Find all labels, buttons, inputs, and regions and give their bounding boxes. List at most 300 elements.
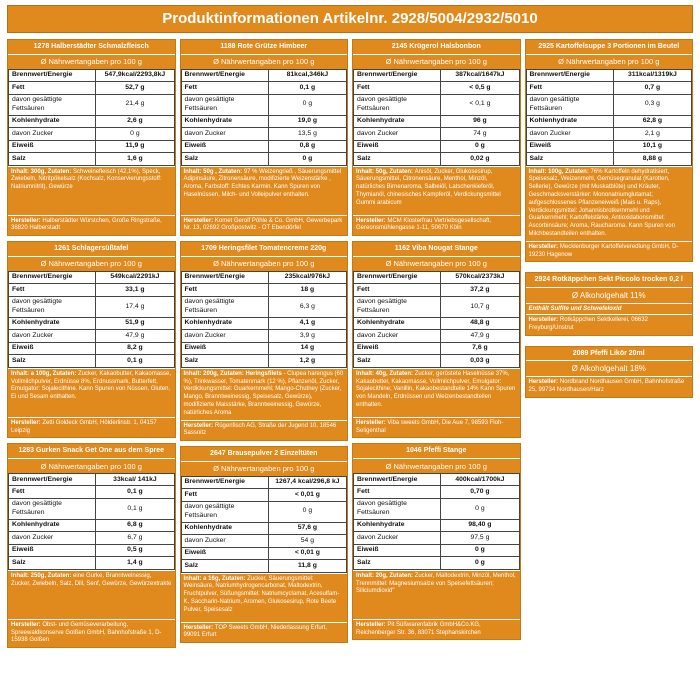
product-card — [180, 241, 349, 441]
ingredients-label: Inhalt: 50g, Zutaten: — [356, 168, 415, 175]
manufacturer-label: Hersteller: — [528, 379, 560, 386]
nutrient-label: Fett — [354, 82, 441, 94]
nutrient-label: Salz — [354, 355, 441, 367]
nutrient-value: 311kcal/1319kJ — [613, 69, 691, 81]
nutrition-row — [526, 115, 692, 127]
alcohol-content-header: Ø Alkoholgehalt 18% — [526, 360, 693, 376]
nutrient-label: davon Zucker — [9, 128, 96, 140]
nutrient-label: davon gesättigte Fettsäuren — [181, 94, 268, 115]
nutrition-table — [353, 473, 520, 570]
nutrition-table — [353, 69, 520, 166]
nutrient-label: davon gesättigte Fettsäuren — [9, 498, 96, 519]
nutrition-per-100g-header: Ø Nährwertangaben pro 100 g — [181, 461, 348, 476]
nutrient-label: Brennwert/Energie — [181, 476, 268, 488]
nutrient-label: Brennwert/Energie — [9, 474, 96, 486]
manufacturer-text: Hersteller: Komet Gerolf Pöhle & Co. GmbH, Gewerbepark Nr. 13, 02692 Großpostwitz - OT Ebendörfel — [181, 215, 348, 236]
product-card-title: 2647 Brausepulver 2 Einzeltüten — [181, 447, 348, 461]
nutrient-value: 54 g — [268, 535, 346, 547]
ingredients-text: Inhalt: 20g, Zutaten: Zucker, Maltodextrin, Minzöl, Menthol, Trennmittel: Magnesiumsalze von Speisefettsäuren; Siliciumdioxid" — [353, 570, 520, 619]
nutrition-row — [354, 115, 520, 127]
nutrition-row — [354, 153, 520, 165]
nutrient-value: 0,5 g — [96, 544, 174, 556]
product-card — [525, 272, 694, 335]
nutrient-value: 57,6 g — [268, 522, 346, 534]
nutrient-value: 0 g — [441, 557, 519, 569]
nutrition-row — [9, 544, 175, 556]
nutrition-row — [181, 522, 347, 534]
nutrition-row — [9, 557, 175, 569]
nutrient-value: 1,4 g — [96, 557, 174, 569]
nutrient-value: 387kcal/1647kJ — [441, 69, 519, 81]
nutrition-row — [9, 498, 175, 519]
product-card-title: 2089 Pfeffi Likör 20ml — [526, 347, 693, 361]
nutrition-table — [8, 69, 175, 166]
nutrition-row — [354, 69, 520, 81]
nutrition-table — [181, 271, 348, 368]
nutrient-label: davon Zucker — [9, 532, 96, 544]
product-card — [352, 39, 521, 236]
nutrition-row — [354, 486, 520, 498]
nutrition-row — [181, 296, 347, 317]
nutrition-row — [181, 271, 347, 283]
nutrient-value: 0 g — [268, 501, 346, 522]
manufacturer-label: Hersteller: — [183, 624, 215, 631]
nutrient-label: Salz — [9, 557, 96, 569]
nutrient-label: Eiweiß — [9, 544, 96, 556]
nutrient-value: 6,7 g — [96, 532, 174, 544]
card-column-3 — [352, 39, 521, 653]
nutrient-value: 0,70 g — [441, 486, 519, 498]
nutrient-label: Kohlenhydrate — [9, 115, 96, 127]
nutrient-value: 1267,4 kcal/296,8 kJ — [268, 476, 346, 488]
nutrient-label: davon gesättigte Fettsäuren — [9, 296, 96, 317]
nutrient-value: 547,9kcal/2293,8kJ — [96, 69, 174, 81]
nutrition-row — [9, 140, 175, 152]
nutrition-row — [354, 330, 520, 342]
nutrient-value: 0,7 g — [613, 82, 691, 94]
nutrient-value: < 0,01 g — [268, 489, 346, 501]
nutrient-value: 0 g — [441, 544, 519, 556]
manufacturer-text: Hersteller: Viba sweets GmbH, Die Aue 7, 98593 Floh-Seligenthal — [353, 417, 520, 438]
nutrient-value: 37,2 g — [441, 284, 519, 296]
nutrient-value: 52,7 g — [96, 82, 174, 94]
nutrient-value: 11,8 g — [268, 560, 346, 572]
nutrient-value: 2,1 g — [613, 128, 691, 140]
product-card — [180, 39, 349, 236]
nutrient-value: 0,1 g — [96, 486, 174, 498]
ingredients-text: Inhalt: a 16g, Zutaten: Zucker, Säuerungsmittel: Weinsäure, Natriumhydrogencarbonat, Maltodextrin, Fruchtpulver, Süßungsmittel: Natriumcyclamat, Acesulfam-K, Saccharin-Natrium, Aromen, Glukosesirup, Rote Beete Pulver, Speisesalz — [181, 573, 348, 622]
nutrient-label: Kohlenhydrate — [9, 519, 96, 531]
nutrition-row — [526, 69, 692, 81]
product-card — [352, 443, 521, 640]
nutrition-per-100g-header: Ø Nährwertangaben pro 100 g — [181, 54, 348, 69]
nutrition-row — [181, 82, 347, 94]
product-card — [7, 443, 176, 648]
product-card — [352, 241, 521, 438]
nutrient-value: 11,9 g — [96, 140, 174, 152]
nutrient-label: Fett — [354, 486, 441, 498]
nutrient-label: Brennwert/Energie — [354, 474, 441, 486]
product-card — [525, 39, 694, 262]
nutrition-per-100g-header: Ø Nährwertangaben pro 100 g — [353, 54, 520, 69]
nutrient-value: 6,8 g — [96, 519, 174, 531]
nutrient-label: davon gesättigte Fettsäuren — [9, 94, 96, 115]
nutrient-value: 21,4 g — [96, 94, 174, 115]
nutrition-table — [181, 69, 348, 166]
nutrient-label: Fett — [181, 82, 268, 94]
manufacturer-text: Hersteller: Mecklenburger Kartoffelveredlung GmbH, D-19230 Hagenow — [526, 241, 693, 262]
nutrition-row — [9, 115, 175, 127]
nutrition-row — [181, 342, 347, 354]
ingredients-text: Inhalt: 40g, Zutaten: Zucker, geröstete Haselnüsse 37%, Kakaobutter, Kakaomasse, Vollmilchpulver, Emulgator: Sojalecithine; Vanillin, Kakaobestandteile 14% Kann Spuren von Mandeln, Erdnüssen und Weizenbestandteilen enthalten. — [353, 368, 520, 417]
product-card-title: 1709 Heringsfilet Tomatencreme 220g — [181, 242, 348, 256]
nutrient-label: Fett — [9, 486, 96, 498]
nutrition-row — [354, 128, 520, 140]
nutrient-value: 96 g — [441, 115, 519, 127]
nutrient-label: Salz — [526, 153, 613, 165]
nutrient-label: davon Zucker — [181, 535, 268, 547]
nutrient-label: Salz — [181, 153, 268, 165]
nutrient-value: 33kcal/ 141kJ — [96, 474, 174, 486]
nutrient-label: Eiweiß — [354, 140, 441, 152]
nutrient-label: Kohlenhydrate — [526, 115, 613, 127]
card-column-2 — [180, 39, 349, 653]
nutrient-label: Salz — [354, 557, 441, 569]
product-card — [525, 346, 694, 398]
nutrition-row — [526, 140, 692, 152]
manufacturer-text: Hersteller: Zetti Goldeck GmbH, Hölderlinstr. 1, 04157 Leipzig — [8, 417, 175, 438]
nutrient-value: 0,1 g — [96, 498, 174, 519]
nutrition-row — [181, 115, 347, 127]
nutrition-per-100g-header: Ø Nährwertangaben pro 100 g — [8, 256, 175, 271]
nutrition-row — [354, 296, 520, 317]
manufacturer-text: Hersteller: Halberstädter Würstchen, Große Ringstraße, 38820 Halberstadt — [8, 215, 175, 236]
nutrient-label: Salz — [181, 355, 268, 367]
ingredients-label: Inhalt: 20g, Zutaten: — [356, 572, 415, 579]
nutrient-value: 2,6 g — [96, 115, 174, 127]
nutrition-table — [8, 473, 175, 570]
nutrition-row — [181, 330, 347, 342]
nutrient-value: 98,40 g — [441, 519, 519, 531]
nutrition-row — [181, 69, 347, 81]
nutrition-row — [9, 69, 175, 81]
nutrient-label: davon Zucker — [181, 330, 268, 342]
nutrition-row — [181, 128, 347, 140]
nutrition-row — [526, 94, 692, 115]
nutrition-row — [9, 486, 175, 498]
nutrition-row — [181, 284, 347, 296]
nutrient-label: Kohlenhydrate — [9, 317, 96, 329]
nutrient-label: Eiweiß — [181, 140, 268, 152]
nutrient-value: < 0,01 g — [268, 547, 346, 559]
nutrition-row — [181, 140, 347, 152]
nutrient-value: 0,1 g — [268, 82, 346, 94]
nutrient-value: 8,2 g — [96, 342, 174, 354]
nutrient-label: davon gesättigte Fettsäuren — [354, 94, 441, 115]
nutrition-row — [354, 355, 520, 367]
nutrient-label: davon gesättigte Fettsäuren — [181, 296, 268, 317]
nutrient-label: Fett — [181, 284, 268, 296]
nutrient-value: 7,6 g — [441, 342, 519, 354]
nutrition-row — [354, 271, 520, 283]
nutrition-row — [9, 94, 175, 115]
nutrition-table — [526, 69, 693, 166]
nutrient-label: davon gesättigte Fettsäuren — [526, 94, 613, 115]
nutrient-value: 0,02 g — [441, 153, 519, 165]
nutrition-row — [354, 317, 520, 329]
manufacturer-label: Hersteller: — [356, 621, 388, 628]
nutrition-row — [354, 94, 520, 115]
nutrient-label: Kohlenhydrate — [354, 115, 441, 127]
nutrient-value: 0,1 g — [96, 355, 174, 367]
nutrition-row — [9, 474, 175, 486]
nutrition-table — [181, 476, 348, 573]
nutrient-value: 235kcal/976kJ — [268, 271, 346, 283]
nutrition-row — [9, 355, 175, 367]
nutrient-value: 3,9 g — [268, 330, 346, 342]
nutrition-row — [354, 544, 520, 556]
manufacturer-text: Hersteller: Rügenfisch AG, Straße der Jugend 10, 18546 Sassnitz — [181, 420, 348, 441]
nutrition-row — [526, 128, 692, 140]
nutrient-label: Fett — [9, 82, 96, 94]
manufacturer-label: Hersteller: — [11, 217, 43, 224]
product-card-title: 1046 Pfeffi Stange — [353, 444, 520, 458]
nutrition-row — [354, 140, 520, 152]
manufacturer-label: Hersteller: — [356, 217, 388, 224]
ingredients-text: Inhalt: 100g, Zutaten: 76% Kartoffeln dehydratisiert, Speisesalz, Weizenmehl, Gemüsegranulat (Karotten, Sellerie), Gewürze (mit Muskatblüte) und Kräuter, Geschmacksverstärker: Mononatriumglutamat; aufgeschlossenes Pflanzeneiweiß (Mais u. Raps), Verdickungsmittel: Johannisbrotkernmehl und Guarkernmehl; Kartoffelstärke, Antioxidationsmittel: Ascorbinsäure; Aroma, Raucharoma. Kann Spuren von Milchbestandteilen enthalten. — [526, 166, 693, 241]
nutrient-label: Fett — [181, 489, 268, 501]
nutrient-value: 549kcal/2291kJ — [96, 271, 174, 283]
nutrient-label: Kohlenhydrate — [181, 317, 268, 329]
nutrition-per-100g-header: Ø Nährwertangaben pro 100 g — [181, 256, 348, 271]
nutrition-table — [353, 271, 520, 368]
ingredients-label: Inhalt: 250g, Zutaten: — [11, 572, 74, 579]
nutrition-per-100g-header: Ø Nährwertangaben pro 100 g — [526, 54, 693, 69]
nutrition-row — [354, 474, 520, 486]
nutrient-value: < 0,1 g — [441, 94, 519, 115]
nutrition-per-100g-header: Ø Nährwertangaben pro 100 g — [353, 458, 520, 473]
nutrient-value: 47,9 g — [96, 330, 174, 342]
nutrition-row — [9, 317, 175, 329]
ingredients-text: Inhalt: 300g, Zutaten: Schweinefleisch (42,1%), Speck, Zwiebeln, Nitritpökelsalz (Kochsalz, Konservierungsstoff: Natriumnitrit), Gewürze — [8, 166, 175, 215]
nutrient-value: 19,0 g — [268, 115, 346, 127]
nutrient-label: davon gesättigte Fettsäuren — [354, 498, 441, 519]
nutrition-row — [9, 532, 175, 544]
ingredients-text: Inhalt: 50g , Zutaten: 97 % Weizengrieß , Säuerungsmittel Adipinsäure, Zitronensäure, modifizierte Weizenstärke , Aroma, Farbstoff: Echtes Karmin. Kann Spuren von Haselnüssen, Milch- und Volleipulver enthalten. — [181, 166, 348, 215]
nutrient-value: 6,3 g — [268, 296, 346, 317]
product-card — [7, 39, 176, 236]
nutrition-row — [9, 519, 175, 531]
alcohol-content-header: Ø Alkoholgehalt 11% — [526, 287, 693, 303]
nutrition-row — [9, 271, 175, 283]
nutrient-label: davon Zucker — [354, 532, 441, 544]
nutrient-label: davon Zucker — [354, 330, 441, 342]
manufacturer-label: Hersteller: — [528, 317, 560, 324]
nutrient-label: Salz — [9, 153, 96, 165]
card-column-4 — [525, 39, 694, 653]
nutrient-value: 0 g — [268, 94, 346, 115]
nutrition-row — [9, 284, 175, 296]
page-title: Produktinformationen Artikelnr. 2928/5004/2932/5010 — [7, 5, 693, 33]
nutrition-row — [181, 535, 347, 547]
nutrient-label: Eiweiß — [9, 140, 96, 152]
nutrient-value: 0 g — [96, 128, 174, 140]
nutrition-row — [181, 153, 347, 165]
nutrient-label: Brennwert/Energie — [181, 69, 268, 81]
nutrient-value: 4,1 g — [268, 317, 346, 329]
nutrition-row — [354, 284, 520, 296]
nutrition-row — [526, 82, 692, 94]
nutrient-label: Kohlenhydrate — [181, 115, 268, 127]
manufacturer-text: Hersteller: MCM Klosterfrau Vertriebsgesellschaft, Gereonsmühlengasse 1-11, 50670 Köln — [353, 215, 520, 236]
nutrition-row — [9, 296, 175, 317]
nutrient-label: Eiweiß — [9, 342, 96, 354]
nutrient-value: 0,03 g — [441, 355, 519, 367]
manufacturer-label: Hersteller: — [183, 422, 215, 429]
nutrient-label: Eiweiß — [354, 342, 441, 354]
product-card-title: 2925 Kartoffelsuppe 3 Portionen im Beutel — [526, 40, 693, 54]
ingredients-text: Inhalt: a 100g, Zutaten: Zucker, Kakaobutter, Kakaomasse, Vollmilchpulver, Erdnüsse 8%, Erdnussmark, Butterfett, Emulgator: Sojalecithine. Kann Spuren von Nüssen, Gluten, Ei und Sesam enthalten. — [8, 368, 175, 417]
ingredients-label: Inhalt: 300g, Zutaten: — [11, 168, 74, 175]
nutrition-row — [181, 547, 347, 559]
card-column-1 — [7, 39, 176, 653]
nutrient-value: 1,6 g — [96, 153, 174, 165]
manufacturer-text: Hersteller: Nordbrand Nordhausen GmbH, Bahnhofstraße 25, 99734 Nordhausen/Harz — [526, 376, 693, 397]
nutrition-per-100g-header: Ø Nährwertangaben pro 100 g — [8, 54, 175, 69]
nutrient-value: 570kcal/2373kJ — [441, 271, 519, 283]
nutrition-row — [354, 557, 520, 569]
nutrition-row — [181, 476, 347, 488]
nutrient-value: 48,8 g — [441, 317, 519, 329]
ingredients-label: Inhalt: 200g, Zutaten: Heringsfilets — [183, 370, 284, 377]
nutrition-per-100g-header: Ø Nährwertangaben pro 100 g — [353, 256, 520, 271]
nutrient-label: Eiweiß — [181, 547, 268, 559]
nutrient-value: 0 g — [441, 140, 519, 152]
nutrition-row — [526, 153, 692, 165]
nutrition-row — [354, 342, 520, 354]
nutrient-label: Brennwert/Energie — [9, 271, 96, 283]
ingredients-label: Inhalt: 40g, Zutaten: — [356, 370, 415, 377]
manufacturer-label: Hersteller: — [183, 217, 215, 224]
nutrient-label: Eiweiß — [526, 140, 613, 152]
nutrition-row — [9, 342, 175, 354]
manufacturer-text: Hersteller: Obst- und Gemüseverarbeitung, Spreewaldkonserve Golßen GmbH, Bahnhofstraße 1, D-15938 Golßen — [8, 619, 175, 647]
nutrient-label: Brennwert/Energie — [181, 271, 268, 283]
nutrient-value: 0 g — [441, 498, 519, 519]
nutrition-row — [354, 519, 520, 531]
nutrient-label: Salz — [181, 560, 268, 572]
nutrient-value: 10,1 g — [613, 140, 691, 152]
manufacturer-label: Hersteller: — [528, 243, 560, 250]
nutrient-label: Salz — [9, 355, 96, 367]
nutrient-label: Fett — [354, 284, 441, 296]
nutrient-value: 8,88 g — [613, 153, 691, 165]
nutrient-label: Salz — [354, 153, 441, 165]
nutrition-row — [9, 82, 175, 94]
nutrient-label: Kohlenhydrate — [354, 317, 441, 329]
manufacturer-label: Hersteller: — [356, 419, 388, 426]
product-card-title: 1261 Schlagersüßtafel — [8, 242, 175, 256]
nutrient-value: 13,5 g — [268, 128, 346, 140]
nutrient-value: 10,7 g — [441, 296, 519, 317]
nutrient-label: davon gesättigte Fettsäuren — [354, 296, 441, 317]
nutrient-label: davon Zucker — [181, 128, 268, 140]
manufacturer-text: Hersteller: Rotkäppchen Sektkellerei, 06632 Freyburg/Unstrut — [526, 314, 693, 335]
nutrient-label: Fett — [526, 82, 613, 94]
nutrient-label: davon Zucker — [354, 128, 441, 140]
manufacturer-label: Hersteller: — [11, 621, 43, 628]
nutrient-value: 81kcal,346kJ — [268, 69, 346, 81]
nutrient-label: davon gesättigte Fettsäuren — [181, 501, 268, 522]
nutrient-value: 0,8 g — [268, 140, 346, 152]
nutrient-label: davon Zucker — [9, 330, 96, 342]
nutrition-row — [181, 317, 347, 329]
nutrition-row — [9, 153, 175, 165]
allergen-note: Enthält Sulfite und Schwefeloxid — [526, 303, 693, 314]
nutrient-value: 51,9 g — [96, 317, 174, 329]
nutrient-value: 0,3 g — [613, 94, 691, 115]
nutrient-label: Eiweiß — [354, 544, 441, 556]
nutrition-row — [354, 82, 520, 94]
nutrition-row — [181, 489, 347, 501]
nutrition-row — [181, 355, 347, 367]
nutrient-label: Brennwert/Energie — [526, 69, 613, 81]
ingredients-label: Inhalt: 100g, Zutaten: — [528, 168, 591, 175]
nutrient-label: Brennwert/Energie — [9, 69, 96, 81]
nutrient-value: 400kcal/1700kJ — [441, 474, 519, 486]
ingredients-text: Inhalt: 250g, Zutaten: eine Gurke, Branntweinessig, Zucker, Zwiebeln, Salz, Dill, Senf, Gewürze, Gewürzextrakte — [8, 570, 175, 619]
nutrient-value: 14 g — [268, 342, 346, 354]
nutrition-per-100g-header: Ø Nährwertangaben pro 100 g — [8, 458, 175, 473]
manufacturer-label: Hersteller: — [11, 419, 43, 426]
product-card-title: 1278 Halberstädter Schmalzfleisch — [8, 40, 175, 54]
nutrition-row — [354, 498, 520, 519]
nutrition-row — [181, 560, 347, 572]
nutrient-label: davon Zucker — [526, 128, 613, 140]
nutrient-value: 74 g — [441, 128, 519, 140]
nutrient-label: Eiweiß — [181, 342, 268, 354]
nutrient-value: 17,4 g — [96, 296, 174, 317]
ingredients-label: Inhalt: a 16g, Zutaten: — [183, 575, 248, 582]
nutrient-label: Kohlenhydrate — [354, 519, 441, 531]
nutrient-value: 47,9 g — [441, 330, 519, 342]
nutrient-value: 0 g — [268, 153, 346, 165]
nutrient-value: < 0,5 g — [441, 82, 519, 94]
nutrient-value: 18 g — [268, 284, 346, 296]
nutrient-label: Kohlenhydrate — [181, 522, 268, 534]
nutrient-label: Fett — [9, 284, 96, 296]
nutrition-row — [354, 532, 520, 544]
product-card-title: 1283 Gurken Snack Get One aus dem Spree — [8, 444, 175, 458]
manufacturer-text: Hersteller: Pit Süßwarenfabrik GmbH&Co.KG, Reichenberger Str. 36, 83071 Stephanskirchen — [353, 619, 520, 640]
nutrition-table — [8, 271, 175, 368]
ingredients-text: Inhalt: 50g, Zutaten: Anisöl, Zucker, Glukosesirup, Säuerungsmittel, Citronensäure, Menthol, Minzöl, natürliches Birnenaroma, Salbeiöl, Latschenkieferöl, Thymianöl, chinesisches Kampferöl, Verdickungsmittel Gummi arabicum — [353, 166, 520, 215]
nutrient-value: 97,5 g — [441, 532, 519, 544]
product-card — [180, 446, 349, 643]
nutrient-value: 62,8 g — [613, 115, 691, 127]
manufacturer-text: Hersteller: TOP Sweets GmbH, Niederlassung Erfurt, 99091 Erfurt — [181, 622, 348, 643]
product-card-title: 2924 Rotkäppchen Sekt Piccolo trocken 0,2 l — [526, 273, 693, 287]
nutrition-row — [9, 330, 175, 342]
nutrition-row — [9, 128, 175, 140]
product-card-title: 1188 Rote Grütze Himbeer — [181, 40, 348, 54]
product-card-title: 1162 Viba Nougat Stange — [353, 242, 520, 256]
ingredients-label: Inhalt: a 100g, Zutaten: — [11, 370, 79, 377]
nutrition-row — [181, 94, 347, 115]
product-card-title: 2145 Krügerol Halsbonbon — [353, 40, 520, 54]
nutrient-label: Brennwert/Energie — [354, 69, 441, 81]
nutrient-value: 1,2 g — [268, 355, 346, 367]
